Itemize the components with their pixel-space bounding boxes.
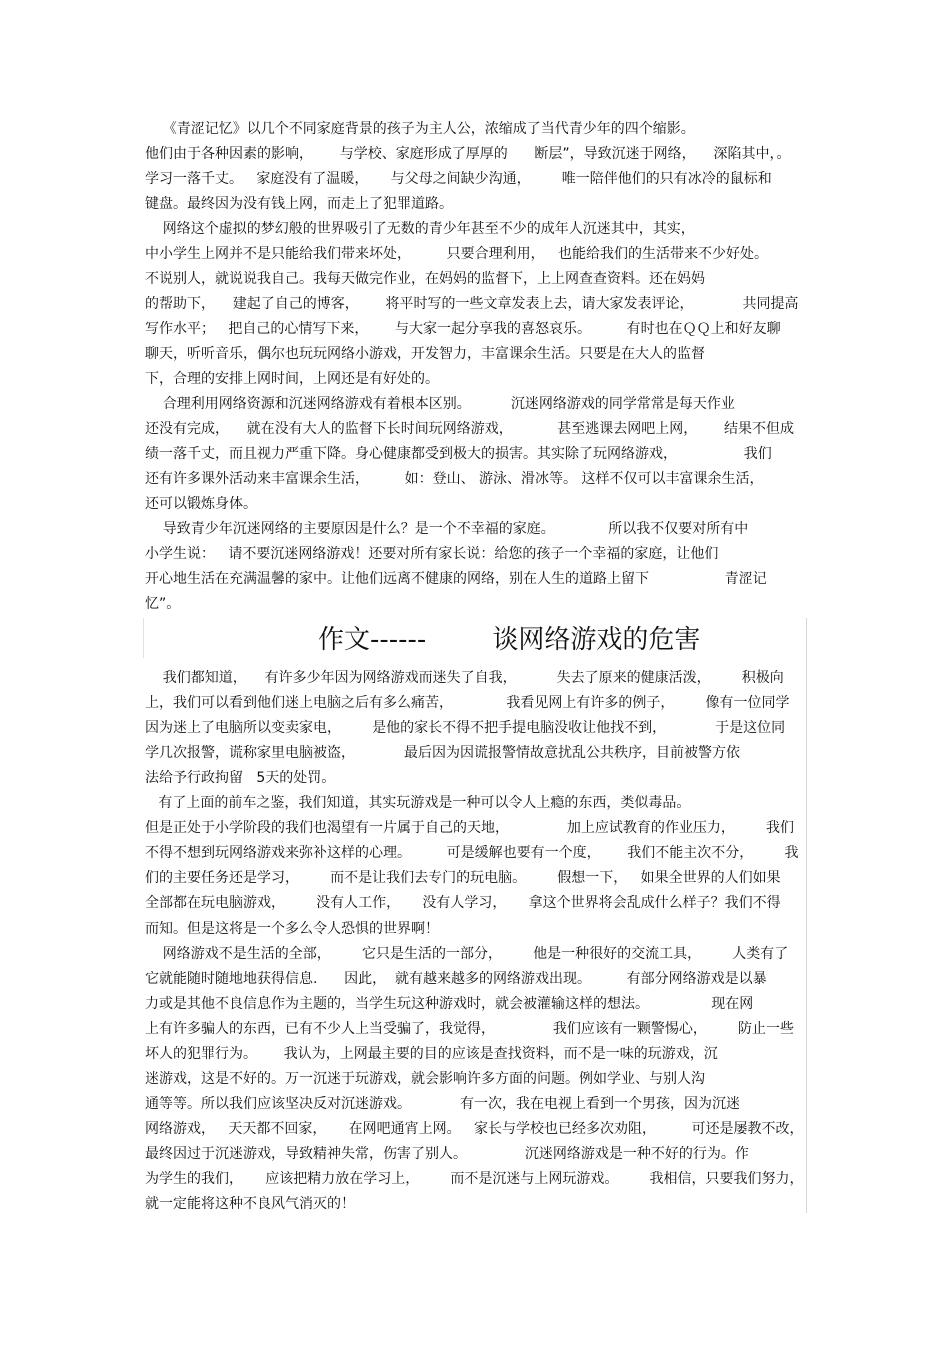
text-line: 最终因过于沉迷游戏，导致精神失常，伤害了别人。 沉迷网络游戏是一种不好的行为。作	[145, 1145, 749, 1162]
text-line: 因为迷上了电脑所以变卖家电， 是他的家长不得不把手提电脑没收让他找不到， 于是这位同	[145, 720, 786, 737]
text-line: 法给予行政拘留 5天的处罚。	[145, 770, 336, 787]
text-line: 通等等。所以我们应该坚决反对沉迷游戏。 有一次，我在电视上看到一个男孩，因为沉迷	[145, 1095, 740, 1112]
text-line: 《青涩记忆》以几个不同家庭背景的孩子为主人公，浓缩成了当代青少年的四个缩影。	[145, 121, 695, 137]
text-line: 网络游戏不是生活的全部， 它只是生活的一部分， 他是一种很好的交流工具， 人类有了	[145, 945, 789, 962]
text-line: 就一定能将这种不良风气消灭的！	[145, 1196, 355, 1213]
text-line: 网络游戏， 天天都不回家， 在网吧通宵上网。 家长与学校也已经多次劝阻， 可还是屡教不改，	[145, 1120, 804, 1137]
text-line: 小学生说： 请不要沉迷网络游戏！还要对所有家长说：给您的孩子一个幸福的家庭，让他们	[145, 546, 719, 562]
text-line: 还没有完成， 就在没有大人的监督下长时间玩网络游戏， 甚至逃课去网吧上网， 结果不但成	[145, 421, 795, 437]
text-line: 导致青少年沉迷网络的主要原因是什么？是一个不幸福的家庭。 所以我不仅要对所有中	[145, 521, 749, 537]
text-line: 学几次报警，谎称家里电脑被盗， 最后因为因谎报警情故意扰乱公共秩序，目前被警方依	[145, 745, 740, 762]
text-line: 还有许多课外活动来丰富课余生活， 如：登山、 游泳、滑冰等。 这样不仅可以丰富课余生活，	[145, 471, 764, 487]
text-line: 上，我们可以看到他们迷上电脑之后有多么痛苦， 我看见网上有许多的例子， 像有一位同学	[145, 695, 790, 712]
text-line: 我们都知道， 有许多少年因为网络游戏而迷失了自我， 失去了原来的健康活泼， 积极向	[145, 670, 784, 686]
text-line: 们的主要任务还是学习， 而不是让我们去专门的玩电脑。 假想一下， 如果全世界的人们如果	[145, 870, 781, 887]
text-line: 坏人的犯罪行为。 我认为，上网最主要的目的应该是查找资料，而不是一味的玩游戏，沉	[145, 1045, 718, 1062]
text-line: 开心地生活在充满温馨的家中。让他们远离不健康的网络，别在人生的道路上留下 青涩记	[145, 571, 767, 587]
text-line: 写作水平； 把自己的心情写下来， 与大家一起分享我的喜怒哀乐。 有时也在ＱＱ上和好友聊	[145, 321, 781, 337]
text-line: 上有许多骗人的东西，已有不少人上当受骗了，我觉得， 我们应该有一颗警惕心， 防止一些	[145, 1020, 795, 1037]
text-line: 还可以锻炼身体。	[145, 496, 257, 512]
text-line: 全部都在玩电脑游戏， 没有人工作， 没有人学习， 拿这个世界将会乱成什么样子？我们不得	[145, 895, 781, 912]
text-line: 不说别人，就说说我自己。我每天做完作业，在妈妈的监督下，上上网查查资料。还在妈妈	[145, 271, 705, 287]
frame-border-left	[143, 618, 144, 658]
text-line: 键盘。最终因为没有钱上网，而走上了犯罪道路。	[145, 196, 453, 212]
text-line: 他们由于各种因素的影响， 与学校、家庭形成了厚厚的 断层”，导致沉迷于网络， 深陷其中，。	[145, 146, 791, 162]
text-line: 它就能随时随地地获得信息. 因此， 就有越来越多的网络游戏出现。 有部分网络游戏是以暴	[145, 970, 767, 987]
text-line: 忆”。	[145, 596, 181, 612]
text-line: 中小学生上网并不是只能给我们带来坏处， 只要合理利用， 也能给我们的生活带来不少好处。	[145, 246, 768, 262]
text-line: 学习一落千丈。 家庭没有了温暖， 与父母之间缺少沟通， 唯一陪伴他们的只有冰冷的鼠标和	[145, 171, 772, 187]
text-line: 合理利用网络资源和沉迷网络游戏有着根本区别。 沉迷网络游戏的同学常常是每天作业	[145, 396, 735, 412]
text-line: 绩一落千丈，而且视力严重下降。身心健康都受到极大的损害。其实除了玩网络游戏， 我们	[145, 446, 772, 462]
text-line: 不得不想到玩网络游戏来弥补这样的心理。 可是缓解也要有一个度， 我们不能主次不分， 我	[145, 845, 799, 862]
text-line: 而知。但是这将是一个多么令人恐惧的世界啊！	[145, 920, 439, 937]
text-line: 聊天，听听音乐，偶尔也玩玩网络小游戏，开发智力，丰富课余生活。只要是在大人的监督	[145, 346, 705, 362]
essay-title: 作文------ 谈网络游戏的危害	[318, 625, 701, 655]
text-line: 但是正处于小学阶段的我们也渴望有一片属于自己的天地， 加上应试教育的作业压力， 我们	[145, 820, 795, 837]
frame-border-right	[806, 618, 807, 1213]
text-line: 有了上面的前车之鉴，我们知道，其实玩游戏是一种可以令人上瘾的东西，类似毒品。	[145, 795, 691, 812]
text-line: 力或是其他不良信息作为主题的，当学生玩这种游戏时，就会被灌输这样的想法。 现在网	[145, 995, 754, 1012]
text-line: 的帮助下， 建起了自己的博客， 将平时写的一些文章发表上去，请大家发表评论， 共同提高	[145, 296, 799, 312]
text-line: 网络这个虚拟的梦幻般的世界吸引了无数的青少年甚至不少的成年人沉迷其中，其实，	[145, 221, 695, 237]
text-line: 迷游戏，这是不好的。万一沉迷于玩游戏，就会影响许多方面的问题。例如学业、与别人沟	[145, 1070, 705, 1087]
text-line: 为学生的我们， 应该把精力放在学习上， 而不是沉迷与上网玩游戏。 我相信，只要我们努力，	[145, 1171, 804, 1187]
text-line: 下，合理的安排上网时间，上网还是有好处的。	[145, 371, 439, 387]
